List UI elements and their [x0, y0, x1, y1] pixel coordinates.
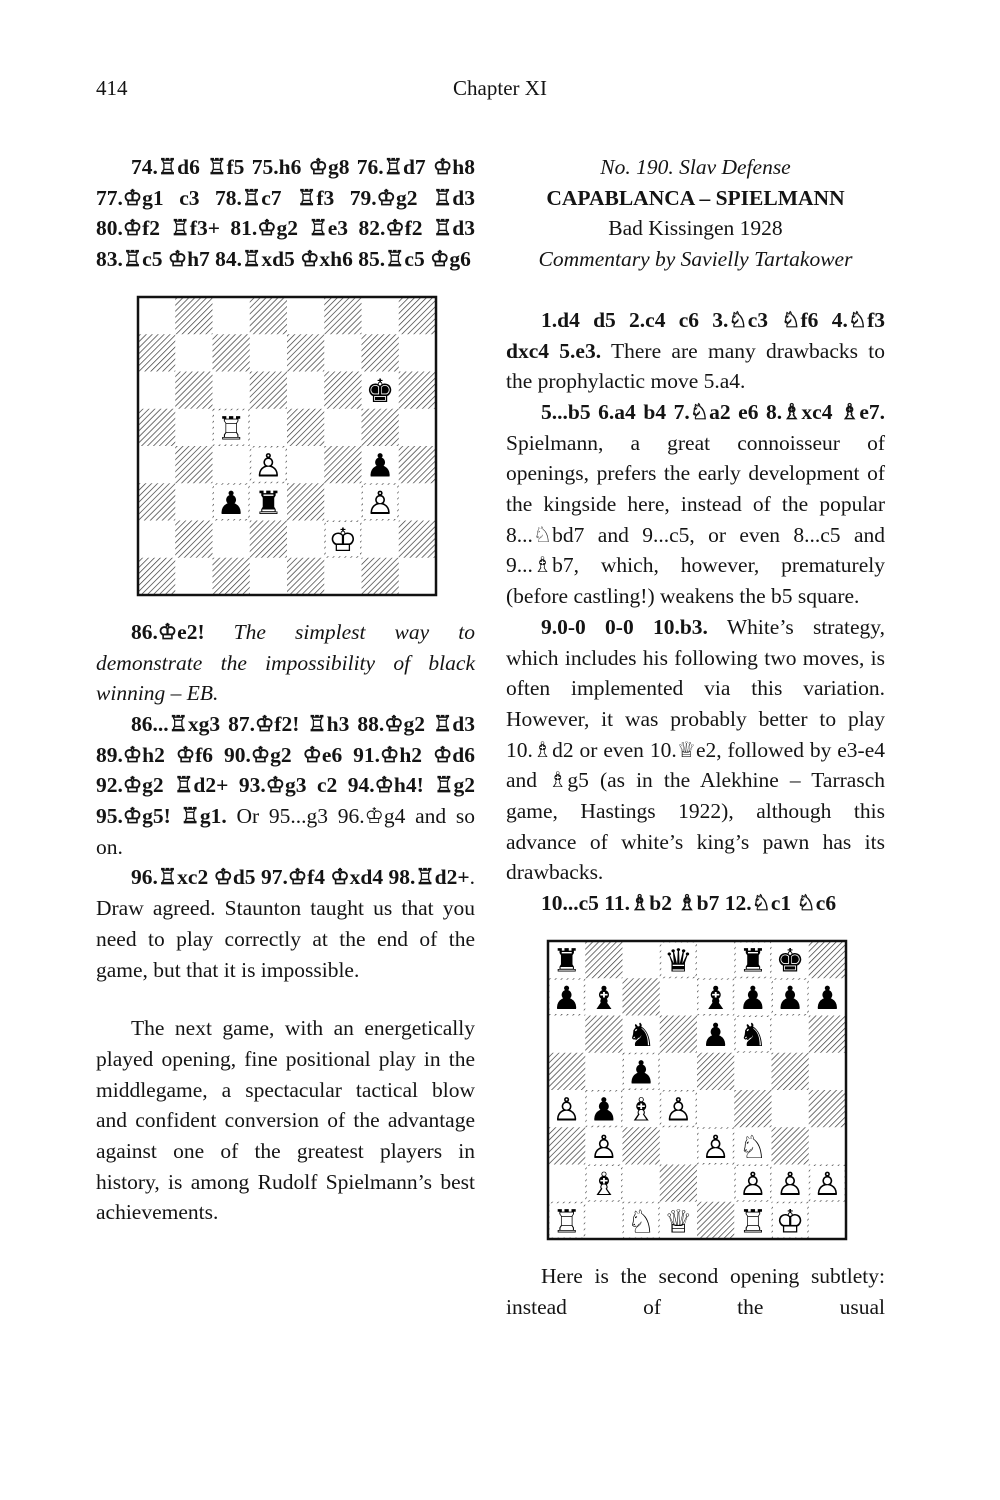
dark-square — [585, 1015, 622, 1052]
dark-square — [250, 297, 287, 334]
black-bishop-icon: ♝ — [589, 978, 619, 1017]
game-moves — [96, 152, 475, 275]
black-pawn-icon: ♟ — [775, 978, 805, 1017]
black-queen-icon: ♛ — [664, 941, 693, 980]
white-queen-icon: ♕ — [664, 1202, 693, 1241]
page-number: 414 — [96, 76, 128, 100]
dark-square — [809, 941, 846, 978]
paragraph — [96, 862, 475, 985]
dark-square — [324, 297, 361, 334]
dark-square — [175, 297, 212, 334]
dark-square — [287, 409, 324, 446]
dark-square — [138, 409, 175, 446]
black-rook-icon: ♜ — [552, 941, 581, 980]
dark-square — [324, 371, 361, 408]
dark-square — [697, 1053, 734, 1090]
black-knight-icon: ♞ — [738, 1016, 768, 1055]
text-run: Spielmann, a great connoisseur of openings, prefers the early development of the kingside here, instead of the popular 8...♘bd7 and 9...c5, or even 8...c5 and 9...♗b7, which, however, prematurely (before castling!) weakens the b5 square. — [506, 430, 885, 609]
dark-square — [213, 334, 250, 371]
black-pawn-icon: ♟ — [626, 1053, 656, 1092]
dark-square — [660, 1164, 697, 1201]
game-annotations — [506, 305, 885, 919]
dark-square — [399, 297, 436, 334]
text-run: Here is the second opening subtlety: instead of the usual — [506, 1263, 885, 1319]
white-pawn-icon: ♙ — [775, 1165, 805, 1204]
text-run: The next game, with an energetically played opening, fine positional play in the middlegame, a spectacular tactical blow and confident conversion of the advantage against one of the greatest players in history, is among Rudolf Spielmann’s best achievements. — [96, 1016, 475, 1225]
commentary-text — [96, 617, 475, 1228]
chessboard — [506, 939, 848, 1241]
white-knight-icon: ♘ — [738, 1127, 768, 1166]
white-pawn-icon: ♙ — [552, 1090, 581, 1129]
dark-square — [362, 558, 399, 595]
diagram-middlegame — [506, 939, 885, 1241]
dark-square — [175, 446, 212, 483]
text-run: 86...♖xg3 87.♔f2! ♖h3 88.♔g2 ♖d3 89.♔h2 ♔f6 90.♔g2 ♔e6 91.♔h2 ♔d6 92.♔g2 ♖d2+ 93.♔g3 c2 94.♔h4! ♖g2 95.♔g5! ♖g1. — [96, 711, 475, 829]
black-king-icon: ♚ — [775, 941, 805, 980]
text-run: The simplest way to demonstrate the impossibility of black winning – EB. — [96, 619, 475, 706]
dark-square — [772, 1053, 809, 1090]
white-bishop-icon: ♗ — [626, 1090, 656, 1129]
game-event: Bad Kissingen 1928 — [608, 216, 783, 241]
text-run: 9.0-0 0-0 10.b3. — [541, 614, 708, 639]
dark-square — [697, 1202, 734, 1239]
running-header: Chapter XI — [453, 76, 547, 100]
dark-square — [399, 520, 436, 557]
white-bishop-icon: ♗ — [589, 1165, 619, 1204]
dark-square — [175, 520, 212, 557]
white-pawn-icon: ♙ — [701, 1127, 730, 1166]
dark-square — [734, 1090, 771, 1127]
diagram-endgame — [96, 295, 475, 597]
black-pawn-icon: ♟ — [589, 1090, 619, 1129]
black-rook-icon: ♜ — [738, 941, 768, 980]
white-pawn-icon: ♙ — [589, 1127, 619, 1166]
black-pawn-icon: ♟ — [701, 1016, 730, 1055]
black-bishop-icon: ♝ — [701, 978, 730, 1017]
paragraph — [506, 305, 885, 397]
dark-square — [585, 941, 622, 978]
dark-square — [362, 334, 399, 371]
black-king-icon: ♚ — [365, 372, 395, 411]
text-run: 1.d4 d5 2.c4 c6 3.♘c3 ♘f6 4.♘f3 dxc4 5.e3. — [506, 307, 885, 363]
text-run: 96.♖xc2 ♔d5 97.♔f4 ♔xd4 98.♖d2+ — [131, 865, 470, 890]
black-knight-icon: ♞ — [626, 1016, 656, 1055]
paragraph — [506, 888, 885, 919]
white-pawn-icon: ♙ — [365, 483, 395, 522]
dark-square — [287, 334, 324, 371]
paragraph — [96, 1013, 475, 1228]
game-players: CAPABLANCA – SPIELMANN — [546, 185, 845, 210]
white-pawn-icon: ♙ — [738, 1165, 768, 1204]
right-column — [506, 152, 885, 1322]
black-pawn-icon: ♟ — [813, 978, 842, 1017]
black-pawn-icon: ♟ — [365, 446, 395, 485]
chessboard — [96, 295, 438, 597]
dark-square — [250, 520, 287, 557]
white-pawn-icon: ♙ — [254, 446, 283, 485]
dark-square — [324, 446, 361, 483]
white-pawn-icon: ♙ — [813, 1165, 842, 1204]
white-king-icon: ♔ — [328, 521, 358, 560]
black-pawn-icon: ♟ — [738, 978, 768, 1017]
commentary-text — [506, 1261, 885, 1322]
dark-square — [809, 1015, 846, 1052]
dark-square — [138, 558, 175, 595]
dark-square — [175, 371, 212, 408]
dark-square — [809, 1090, 846, 1127]
dark-square — [213, 558, 250, 595]
dark-square — [623, 978, 660, 1015]
dark-square — [250, 371, 287, 408]
dark-square — [548, 1053, 585, 1090]
white-rook-icon: ♖ — [216, 409, 246, 448]
dark-square — [623, 1127, 660, 1164]
white-knight-icon: ♘ — [626, 1202, 656, 1241]
paragraph — [506, 397, 885, 612]
dark-square — [399, 371, 436, 408]
white-rook-icon: ♖ — [738, 1202, 768, 1241]
dark-square — [138, 483, 175, 520]
dark-square — [399, 446, 436, 483]
text-run: . Draw agreed. Staunton taught us that you need to play correctly at the end of the game, but that it is impossible. — [96, 865, 475, 982]
text-run: Or 95...g3 96.♔g4 and so on. — [96, 804, 475, 859]
text-run: White’s strategy, which includes his following two moves, is often implemented via this variation. However, it was probably better to play 10.♗d2 or even 10.♕e2, followed by e3-e4 and ♗g5 (as in the Alekhine – Tarrasch game, Hastings 1922), although this advance of white’s king’s pawn has its drawbacks. — [506, 614, 885, 885]
white-king-icon: ♔ — [775, 1202, 805, 1241]
black-pawn-icon: ♟ — [216, 483, 246, 522]
text-run: There are many drawbacks to the prophylactic move 5.a4. — [506, 338, 885, 394]
dark-square — [362, 409, 399, 446]
paragraph — [506, 1261, 885, 1322]
dark-square — [772, 1127, 809, 1164]
dark-square — [660, 1015, 697, 1052]
paragraph — [96, 617, 475, 709]
dark-square — [287, 558, 324, 595]
black-pawn-icon: ♟ — [552, 978, 581, 1017]
left-column — [96, 152, 475, 1228]
dark-square — [287, 483, 324, 520]
dark-square — [138, 334, 175, 371]
white-rook-icon: ♖ — [552, 1202, 581, 1241]
game-commentator: Commentary by Savielly Tartakower — [538, 247, 853, 272]
game-number: No. 190. Slav Defense — [600, 155, 791, 179]
text-run: 5...b5 6.a4 b4 7.♘a2 e6 8.♗xc4 ♗e7. — [541, 399, 885, 424]
dark-square — [548, 1127, 585, 1164]
text-run: 74.♖d6 ♖f5 75.h6 ♔g8 76.♖d7 ♔h8 77.♔g1 c3 78.♖c7 ♖f3 79.♔g2 ♖d3 80.♔f2 ♖f3+ 81.♔g2 ♖e3 82.♔f2 ♖d3 83.♖c5 ♔h7 84.♖xd5 ♔xh6 85.♖c5 ♔g6 — [96, 155, 475, 272]
black-rook-icon: ♜ — [254, 483, 283, 522]
white-pawn-icon: ♙ — [664, 1090, 693, 1129]
paragraph — [96, 709, 475, 863]
text-run: 86.♔e2! — [131, 619, 205, 644]
text-run: 10...c5 11.♗b2 ♗b7 12.♘c1 ♘c6 — [541, 891, 837, 916]
paragraph — [506, 612, 885, 888]
